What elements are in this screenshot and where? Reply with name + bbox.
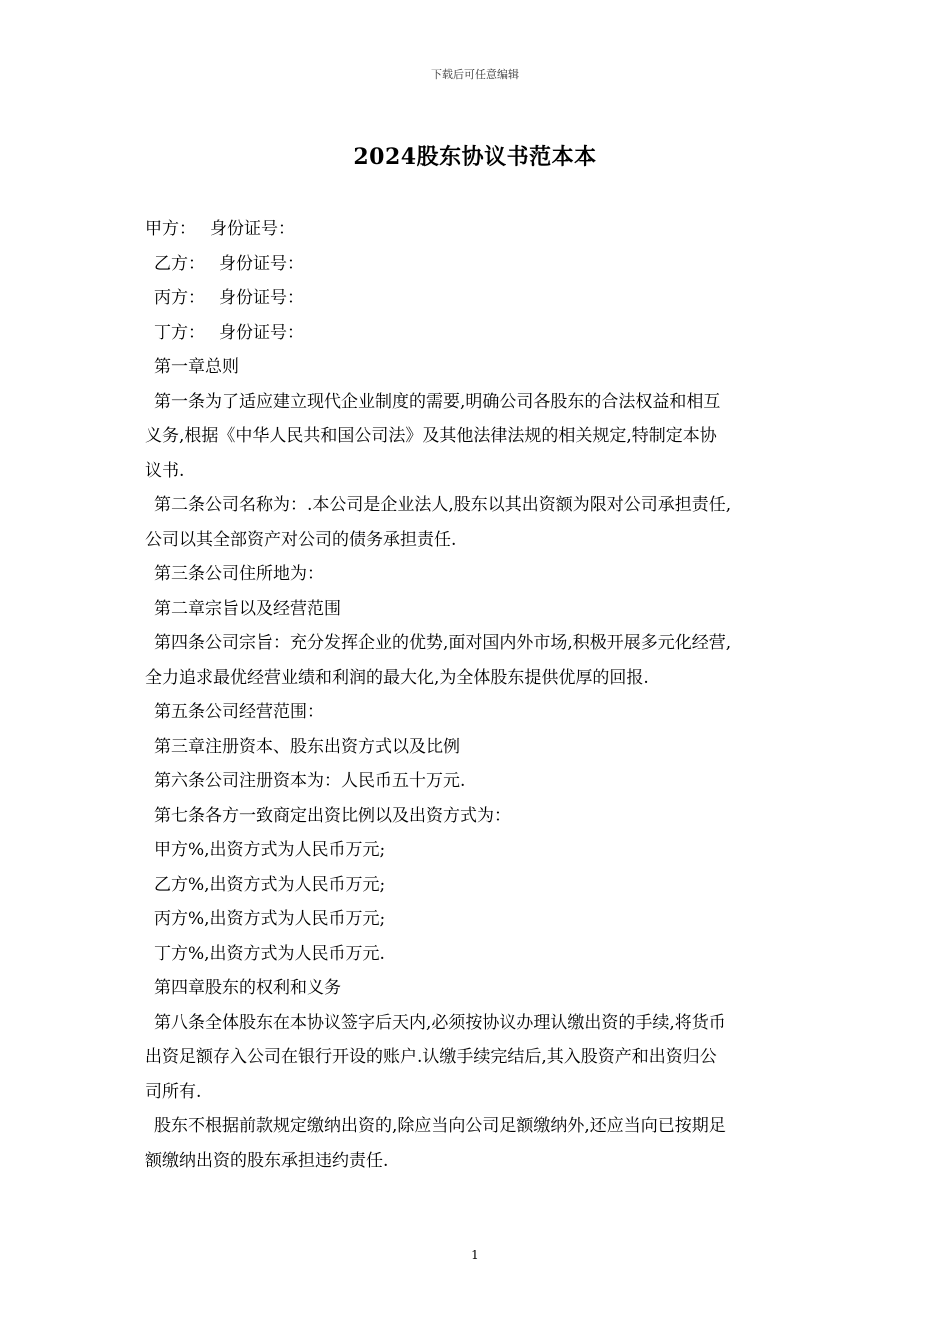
party-label: 丙方： <box>154 288 205 308</box>
article-line: 出资足额存入公司在银行开设的账户.认缴手续完结后,其入股资产和出资归公 <box>145 1047 717 1067</box>
chapter-heading: 第三章注册资本、股东出资方式以及比例 <box>154 736 460 757</box>
party-label: 丁方： <box>154 322 205 343</box>
id-number-label: 身份证号： <box>219 288 304 308</box>
contribution-line: 乙方%,出资方式为人民币万元; <box>154 874 386 895</box>
party-label: 乙方： <box>154 253 205 274</box>
contribution-line: 甲方%,出资方式为人民币万元; <box>154 840 386 860</box>
chapter-heading: 第一章总则 <box>154 357 239 377</box>
article-line: 公司以其全部资产对公司的债务承担责任. <box>145 529 457 550</box>
article-line: 第三条公司住所地为： <box>154 564 324 584</box>
header-note: 下载后可任意编辑 <box>431 68 519 81</box>
chapter-heading: 第四章股东的权利和义务 <box>154 978 341 998</box>
article-line: 第八条全体股东在本协议签字后天内,必须按协议办理认缴出资的手续,将货币 <box>154 1012 726 1033</box>
party-label: 甲方： <box>145 219 196 239</box>
id-number-label: 身份证号： <box>219 322 304 343</box>
page-number: 1 <box>471 1248 479 1262</box>
id-number-label: 身份证号： <box>219 253 304 274</box>
article-line: 第六条公司注册资本为：人民币五十万元. <box>154 771 466 791</box>
document-body <box>145 212 810 1178</box>
contribution-line: 丙方%,出资方式为人民币万元; <box>154 909 386 929</box>
article-line: 议书. <box>145 460 185 481</box>
article-line: 第一条为了适应建立现代企业制度的需要,明确公司各股东的合法权益和相互 <box>154 391 721 412</box>
article-line: 义务,根据《中华人民共和国公司法》及其他法律法规的相关规定,特制定本协 <box>145 426 717 446</box>
contribution-line: 丁方%,出资方式为人民币万元. <box>154 943 385 964</box>
article-line: 第五条公司经营范围： <box>154 702 324 722</box>
chapter-heading: 第二章宗旨以及经营范围 <box>154 598 341 619</box>
article-line: 全力追求最优经营业绩和利润的最大化,为全体股东提供优厚的回报. <box>145 667 649 688</box>
document-title: 2024股东协议书范本本 <box>353 144 597 170</box>
article-line: 第二条公司名称为：.本公司是企业法人,股东以其出资额为限对公司承担责任, <box>154 495 732 515</box>
article-line: 司所有. <box>145 1081 202 1102</box>
article-line: 股东不根据前款规定缴纳出资的,除应当向公司足额缴纳外,还应当向已按期足 <box>154 1116 726 1136</box>
party-line-d <box>145 316 810 351</box>
article-line: 额缴纳出资的股东承担违约责任. <box>145 1150 389 1171</box>
id-number-label: 身份证号： <box>210 219 295 239</box>
party-line-b <box>145 247 810 282</box>
article-line: 第四条公司宗旨：充分发挥企业的优势,面对国内外市场,积极开展多元化经营, <box>154 633 732 653</box>
article-line: 第七条各方一致商定出资比例以及出资方式为： <box>154 805 511 826</box>
party-line-a <box>145 212 810 247</box>
party-line-c <box>145 281 810 316</box>
